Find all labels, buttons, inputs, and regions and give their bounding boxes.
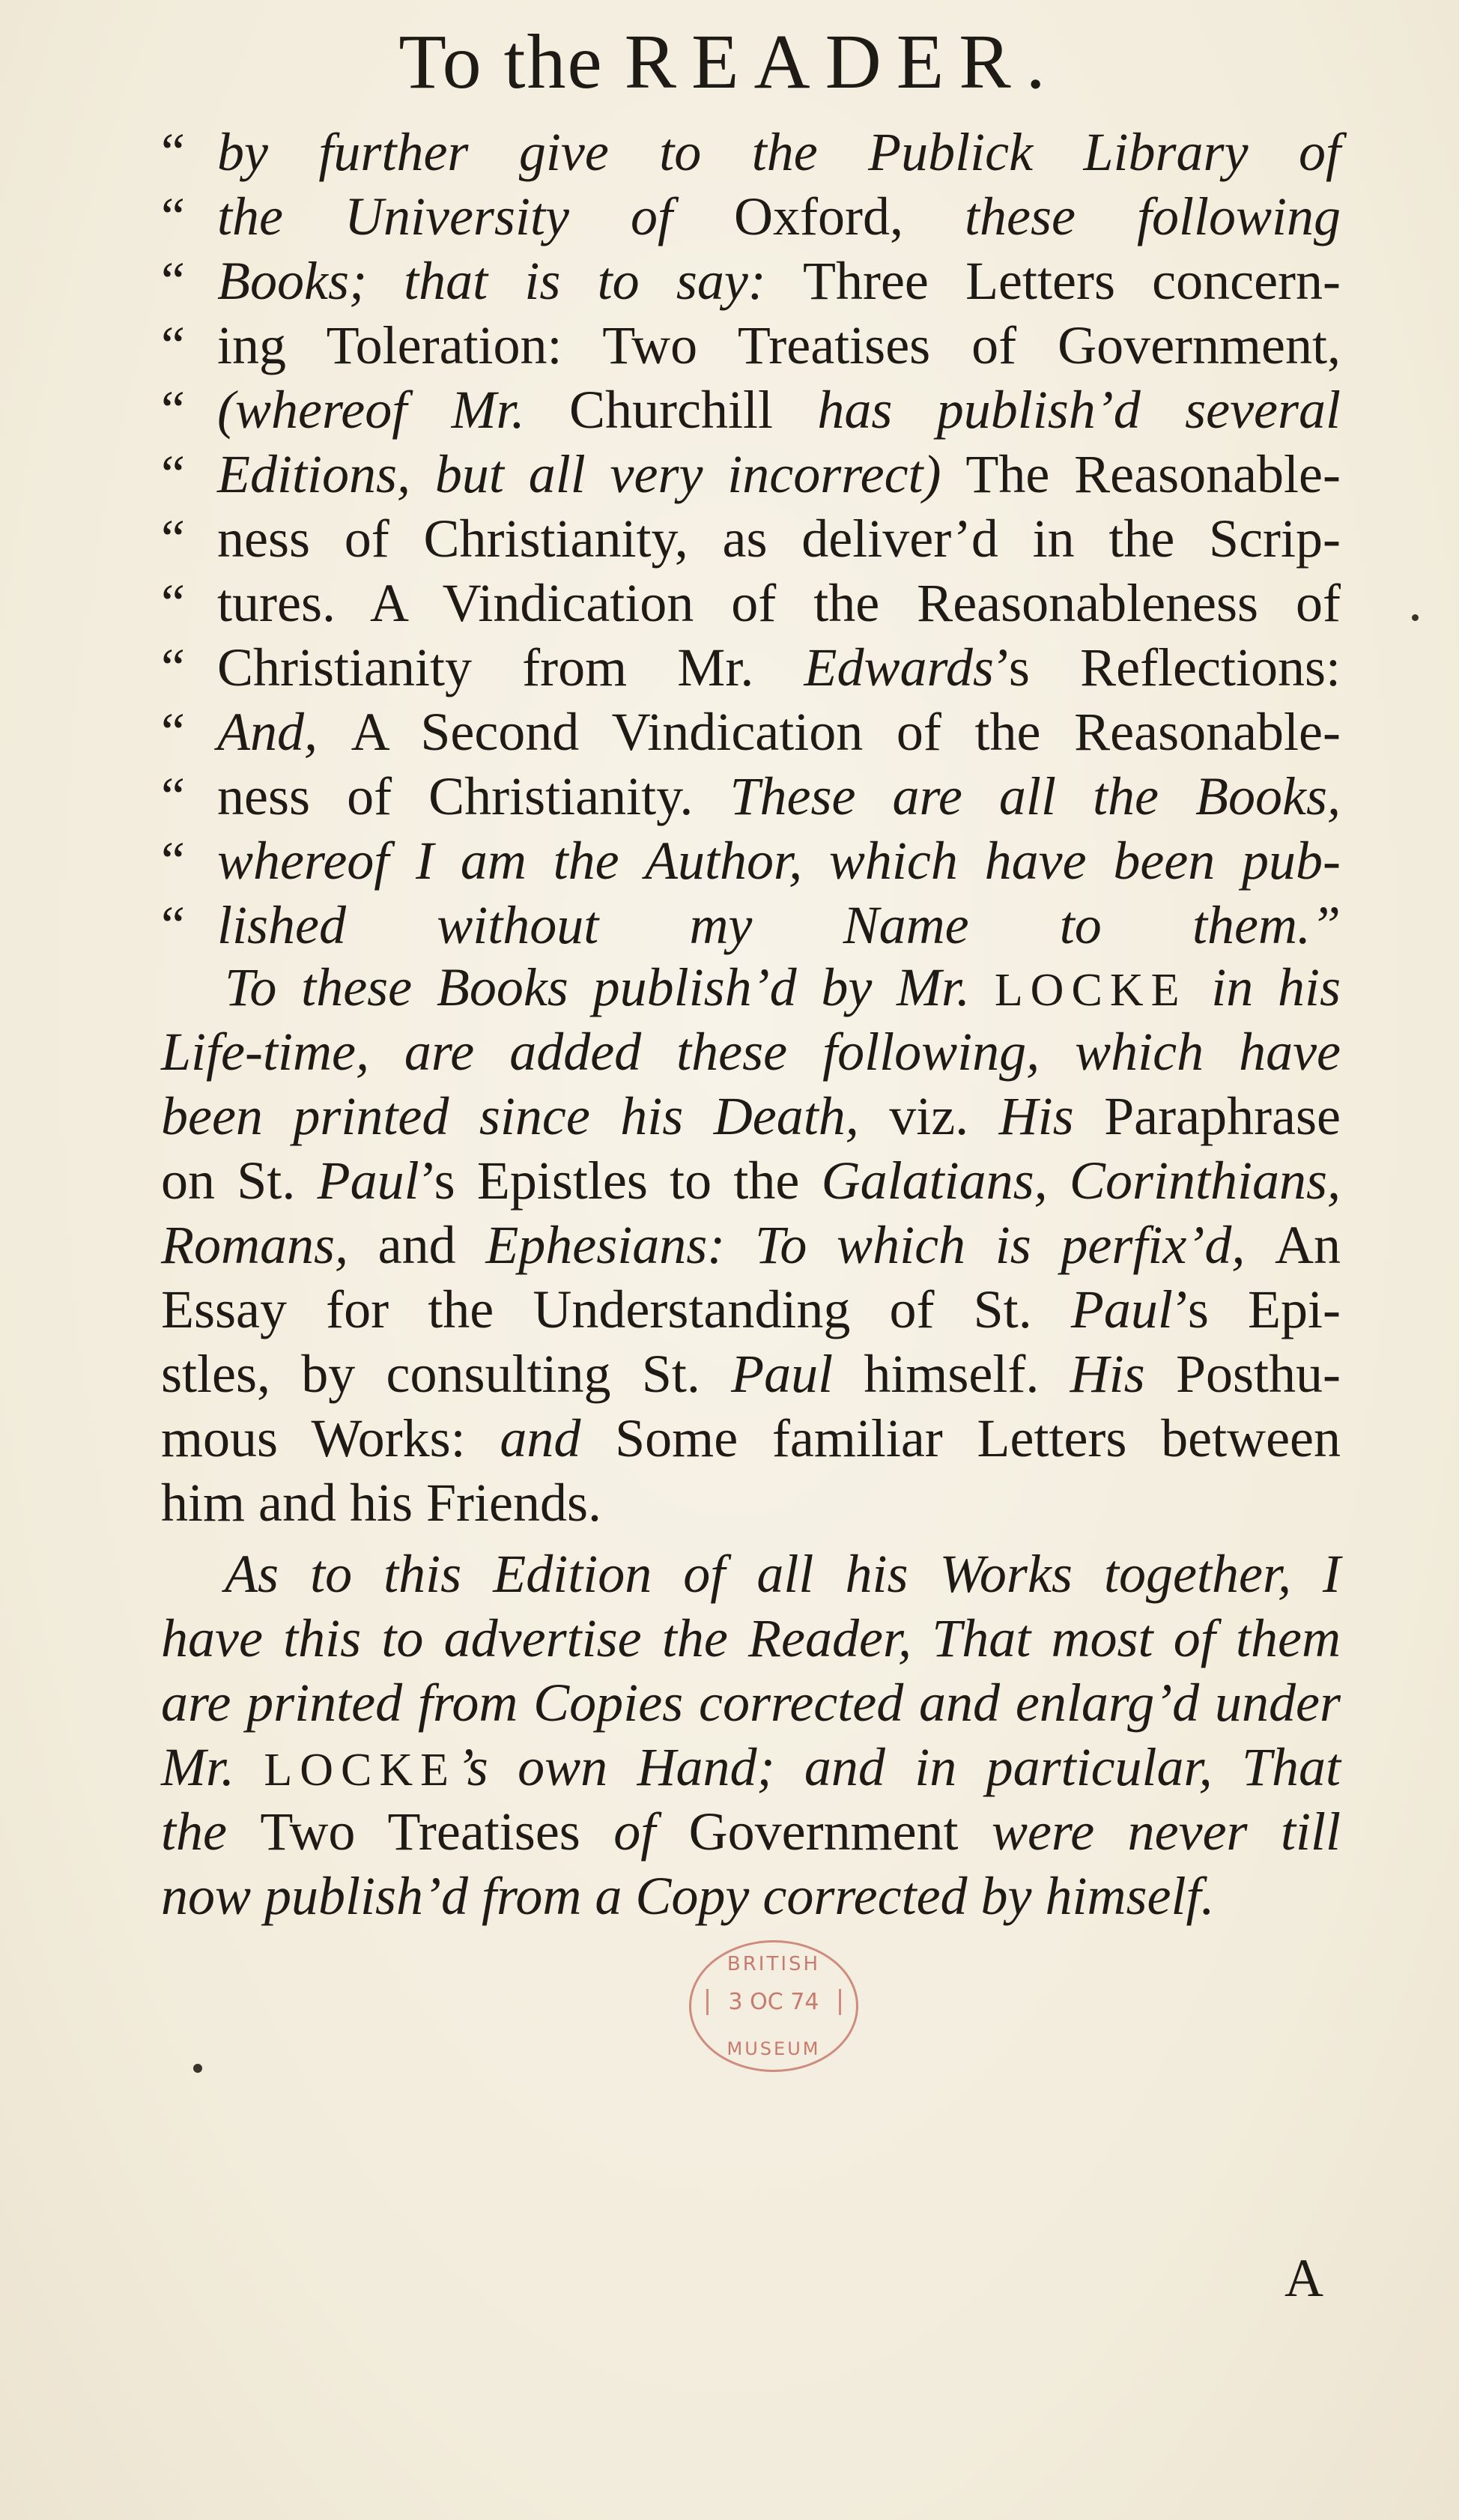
italic-text: As to this Edition of all his Works together, I — [225, 1544, 1341, 1604]
line-text — [161, 1406, 1341, 1470]
roman-text: stles, by consulting St. — [161, 1344, 732, 1404]
text-line — [161, 1342, 1341, 1406]
text-line — [161, 1213, 1341, 1277]
italic-text: Paul — [731, 1344, 864, 1404]
italic-text: To these Books publish’d by Mr. — [225, 957, 995, 1017]
quote-mark: “ — [161, 831, 185, 891]
line-text — [161, 1342, 1341, 1406]
line-text — [217, 120, 1341, 184]
italic-text: of — [613, 1802, 689, 1862]
text-line — [161, 249, 1341, 313]
line-text — [161, 1470, 1341, 1535]
quote-mark: “ — [161, 766, 185, 826]
italic-text: now publish’d from a Copy corrected by himself. — [161, 1866, 1215, 1926]
text-line — [161, 764, 1341, 829]
italic-text: ’s own Hand; and in particular, That — [456, 1737, 1341, 1797]
roman-text: An — [1275, 1215, 1341, 1275]
text-line — [161, 506, 1341, 571]
quote-mark: “ — [161, 187, 185, 246]
quoted-passage — [161, 120, 1341, 957]
italic-text: and — [500, 1408, 616, 1468]
quote-mark: “ — [161, 509, 185, 569]
quote-mark: “ — [161, 637, 185, 697]
running-heading — [0, 13, 1459, 111]
text-line — [161, 442, 1341, 506]
italic-text: these following — [964, 187, 1341, 246]
text-line — [161, 1671, 1341, 1735]
roman-text: ’s Epi- — [1172, 1279, 1341, 1339]
roman-text: ’s Reflections: — [993, 637, 1341, 697]
italic-text: (whereof Mr. — [217, 380, 570, 440]
roman-text: viz. — [889, 1086, 999, 1146]
heading-prefix: To the — [398, 19, 604, 105]
roman-text: Two Treatises — [260, 1802, 614, 1862]
text-line — [161, 378, 1341, 442]
italic-text: Paul — [1070, 1279, 1173, 1339]
text-line — [161, 1542, 1341, 1606]
italic-text: has publish’d several — [817, 380, 1341, 440]
roman-text: Oxford, — [734, 187, 965, 246]
italic-text: And, — [217, 702, 351, 762]
italic-text: been printed since his Death, — [161, 1086, 890, 1146]
roman-text: on St. — [161, 1151, 318, 1211]
line-text — [217, 184, 1341, 249]
italic-text: by further give to the Publick Library of — [217, 122, 1341, 182]
stamp-date: 3 OC 74 — [706, 1989, 841, 2015]
text-line — [161, 184, 1341, 249]
text-line — [161, 1084, 1341, 1148]
italic-text: His — [1070, 1344, 1176, 1404]
roman-text: ness of Christianity. — [217, 766, 730, 826]
italic-text: His — [998, 1086, 1105, 1146]
line-text — [161, 1606, 1341, 1671]
roman-text: Christianity from Mr. — [217, 637, 804, 697]
line-text — [161, 1799, 1341, 1864]
italic-text: Paul — [317, 1151, 419, 1211]
italic-text: have this to advertise the Reader, That most of them — [161, 1608, 1341, 1668]
line-text — [217, 378, 1341, 442]
italic-text: These are all the Books, — [730, 766, 1341, 826]
italic-text: Books; that is to say: — [217, 251, 803, 311]
line-text — [217, 571, 1341, 635]
line-text — [161, 1020, 1341, 1084]
italic-text: whereof I am the Author, which have been pub- — [217, 831, 1341, 891]
line-text — [217, 893, 1341, 957]
italic-text: are printed from Copies corrected and enlarg’d under — [161, 1673, 1341, 1733]
quote-mark: “ — [161, 702, 185, 762]
italic-text: lished without my Name to them.” — [217, 895, 1341, 955]
roman-text: A Second Vindication of the Reasonable- — [351, 702, 1341, 762]
line-text — [161, 1735, 1341, 1802]
quote-mark: “ — [161, 122, 185, 182]
text-line — [161, 1277, 1341, 1342]
roman-text: tures. A Vindication of the Reasonableness of — [217, 573, 1341, 633]
text-line — [161, 1735, 1341, 1799]
roman-text: ing Toleration: Two Treatises of Government, — [217, 315, 1341, 375]
line-text — [161, 1084, 1341, 1148]
text-line — [161, 571, 1341, 635]
heading-caps: READER. — [624, 19, 1061, 105]
line-text — [225, 955, 1341, 1023]
roman-text: ness of Christianity, as deliver’d in the Scrip- — [217, 509, 1341, 569]
text-line — [161, 700, 1341, 764]
line-text — [217, 829, 1341, 893]
quote-mark: “ — [161, 315, 185, 375]
stamp-top-text: BRITISH — [727, 1953, 821, 1975]
roman-text: him and his Friends. — [161, 1473, 601, 1533]
line-text — [217, 764, 1341, 829]
roman-text: mous Works: — [161, 1408, 500, 1468]
stamp-bottom-text: MUSEUM — [727, 2038, 821, 2059]
line-text — [161, 1148, 1341, 1213]
roman-text: ’s Epistles to the — [419, 1151, 822, 1211]
quote-mark: “ — [161, 251, 185, 311]
italic-text: the University of — [217, 187, 734, 246]
roman-text: Paraphrase — [1104, 1086, 1341, 1146]
line-text — [161, 1213, 1341, 1277]
text-line — [161, 1406, 1341, 1470]
ink-speck — [1412, 614, 1419, 621]
text-line — [161, 829, 1341, 893]
catchword: A — [1284, 2248, 1323, 2308]
text-line — [161, 955, 1341, 1020]
line-text — [217, 700, 1341, 764]
roman-text: and — [377, 1215, 486, 1275]
paragraph-edition-note — [161, 1542, 1341, 1928]
line-text — [217, 635, 1341, 700]
text-line — [161, 313, 1341, 378]
italic-text: the — [161, 1802, 261, 1862]
roman-text: Churchill — [569, 380, 818, 440]
italic-text: Romans, — [161, 1215, 378, 1275]
quote-mark: “ — [161, 895, 185, 955]
small-caps-name: LOCKE — [264, 1745, 457, 1796]
line-text — [161, 1864, 1341, 1928]
roman-text: Essay for the Understanding of St. — [161, 1279, 1071, 1339]
quote-mark: “ — [161, 573, 185, 633]
italic-text: Ephesians: To which is perfix’d, — [485, 1215, 1275, 1275]
italic-text: Life-time, are added these following, which have — [161, 1022, 1341, 1082]
paragraph-posthumous-works — [161, 955, 1341, 1535]
text-line — [161, 1606, 1341, 1671]
line-text — [217, 442, 1341, 506]
museum-stamp — [689, 1940, 858, 2072]
italic-text: were never till — [991, 1802, 1341, 1862]
line-text — [217, 313, 1341, 378]
italic-text: in his — [1186, 957, 1341, 1017]
roman-text: himself. — [864, 1344, 1070, 1404]
text-line — [161, 1020, 1341, 1084]
quote-mark: “ — [161, 444, 185, 504]
roman-text: Some familiar Letters between — [615, 1408, 1341, 1468]
text-line — [161, 120, 1341, 184]
italic-text: Galatians, Corinthians, — [821, 1151, 1341, 1211]
text-line — [161, 1799, 1341, 1864]
line-text — [217, 506, 1341, 571]
text-line — [161, 1148, 1341, 1213]
roman-text: Three Letters concern- — [802, 251, 1341, 311]
text-line — [161, 635, 1341, 700]
line-text — [161, 1671, 1341, 1735]
roman-text: Government — [688, 1802, 992, 1862]
ink-speck — [193, 2064, 202, 2073]
roman-text: Posthu- — [1175, 1344, 1341, 1404]
text-line — [161, 1470, 1341, 1535]
italic-text: Mr. — [161, 1737, 264, 1797]
roman-text: The Reasonable- — [965, 444, 1341, 504]
line-text — [161, 1277, 1341, 1342]
text-line — [161, 893, 1341, 957]
small-caps-name: LOCKE — [994, 965, 1187, 1016]
italic-text: Edwards — [804, 637, 994, 697]
quote-mark: “ — [161, 380, 185, 440]
italic-text: Editions, but all very incorrect) — [217, 444, 966, 504]
line-text — [225, 1542, 1341, 1606]
text-line — [161, 1864, 1341, 1928]
line-text — [217, 249, 1341, 313]
